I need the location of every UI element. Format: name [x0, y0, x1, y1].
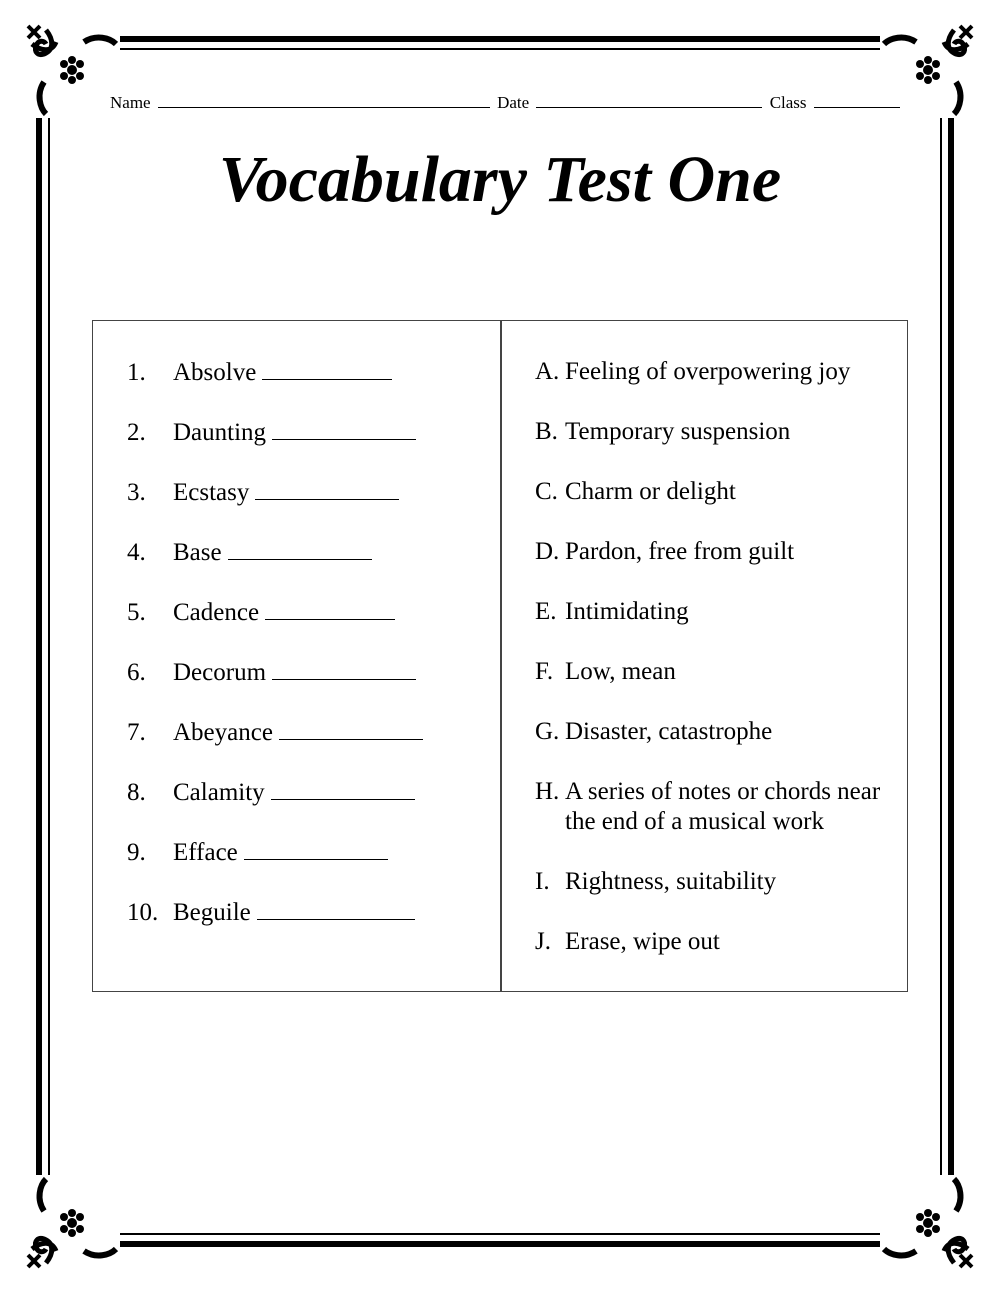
word-item: 7. Abeyance [127, 717, 423, 748]
date-label: Date [497, 93, 530, 112]
answer-blank[interactable] [271, 777, 415, 800]
answer-blank[interactable] [228, 537, 372, 560]
word-label: Ecstasy [173, 479, 250, 506]
definition-item: I. Rightness, suitability [535, 868, 777, 895]
definition-item: G. Disaster, catastrophe [535, 718, 773, 745]
definition-text: Feeling of overpowering joy [565, 358, 851, 385]
definition-item: C. Charm or delight [535, 478, 736, 505]
definition-item: H. A series of notes or chords near the end of a musical work [535, 778, 881, 835]
name-label: Name [110, 93, 151, 112]
word-item: 1. Absolve [127, 357, 392, 388]
word-label: Efface [173, 839, 238, 866]
definition-item: J. Erase, wipe out [535, 928, 720, 955]
word-item: 5. Cadence [127, 597, 395, 628]
definition-text: Disaster, catastrophe [565, 718, 773, 745]
page-title: Vocabulary Test One [218, 143, 782, 216]
word-label: Beguile [173, 899, 251, 926]
word-label: Daunting [173, 419, 267, 446]
definition-item: D. Pardon, free from guilt [535, 538, 795, 565]
word-label: Decorum [173, 659, 267, 686]
word-item: 3. Ecstasy [127, 477, 399, 508]
definition-text: Intimidating [565, 598, 689, 625]
word-item: 10. Beguile [127, 897, 415, 928]
corner-ornament-icon [24, 22, 120, 118]
definition-text: Rightness, suitability [565, 868, 777, 895]
word-item: 2. Daunting [127, 417, 416, 448]
class-field[interactable] [814, 93, 900, 108]
definition-item: F. Low, mean [535, 658, 676, 685]
answer-blank[interactable] [255, 477, 399, 500]
definition-text: Pardon, free from guilt [565, 538, 795, 565]
word-label: Cadence [173, 599, 260, 626]
name-field[interactable] [158, 93, 490, 108]
answer-blank[interactable] [265, 597, 395, 620]
word-item: 6. Decorum [127, 657, 416, 688]
definition-text: Temporary suspension [565, 418, 791, 445]
answer-blank[interactable] [272, 417, 416, 440]
class-label: Class [769, 93, 807, 112]
definition-text: Low, mean [565, 658, 676, 685]
student-info-line [110, 93, 910, 113]
definition-item: B. Temporary suspension [535, 418, 791, 445]
word-item: 8. Calamity [127, 777, 415, 808]
matching-table [92, 320, 908, 992]
answer-blank[interactable] [262, 357, 392, 380]
definition-text: A series of notes or chords near [565, 778, 881, 805]
column-divider [500, 321, 502, 991]
definition-item: E. Intimidating [535, 598, 689, 625]
definition-item: A. Feeling of overpowering joy [535, 358, 851, 385]
answer-blank[interactable] [279, 717, 423, 740]
definition-text-continued: the end of a musical work [565, 808, 824, 835]
answer-blank[interactable] [257, 897, 415, 920]
definition-text: Charm or delight [565, 478, 736, 505]
corner-ornament-icon [880, 1175, 976, 1271]
word-item: 9. Efface [127, 837, 388, 868]
answer-blank[interactable] [272, 657, 416, 680]
word-label: Calamity [173, 779, 265, 806]
word-label: Absolve [173, 359, 257, 386]
date-field[interactable] [536, 93, 762, 108]
word-item: 4. Base [127, 537, 372, 568]
definition-text: Erase, wipe out [565, 928, 720, 955]
word-label: Base [173, 539, 222, 566]
word-label: Abeyance [173, 719, 273, 746]
answer-blank[interactable] [244, 837, 388, 860]
corner-ornament-icon [24, 1175, 120, 1271]
